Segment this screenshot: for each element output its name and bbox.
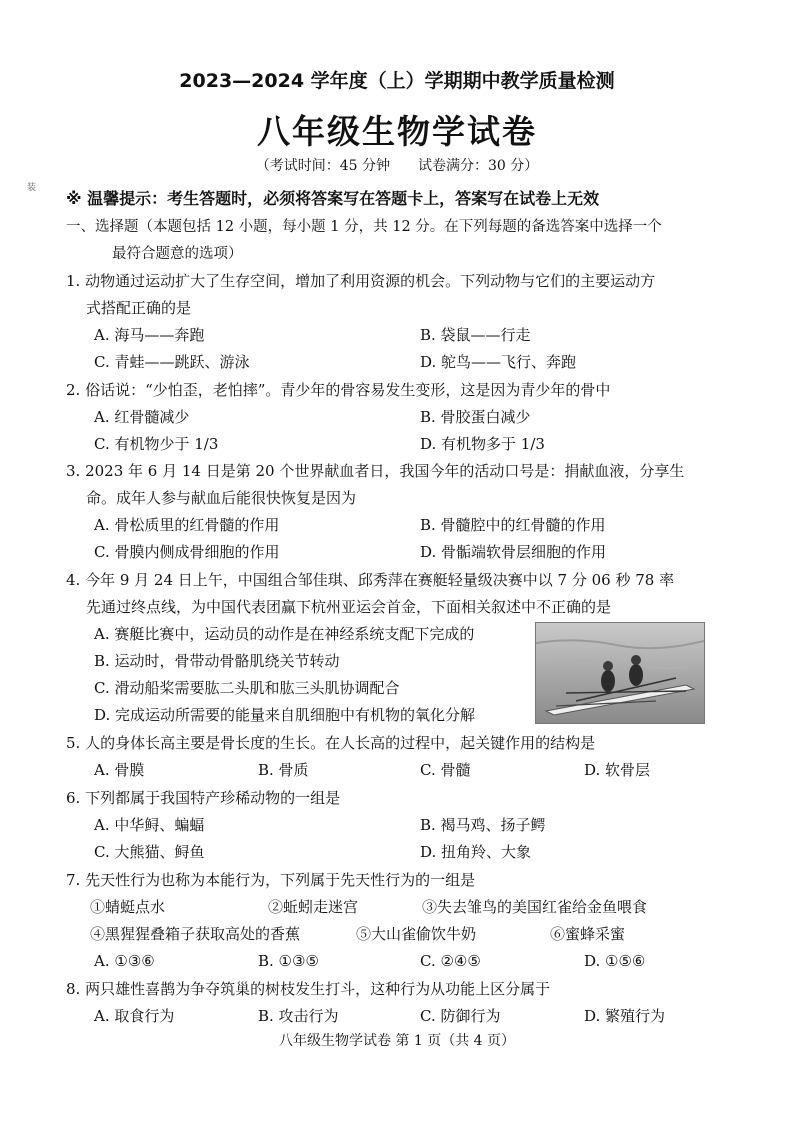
option-d: D. ①⑤⑥ bbox=[584, 952, 646, 970]
question-stem: 8. 两只雄性喜鹊为争夺筑巢的树枝发生打斗，这种行为从功能上区分属于 bbox=[66, 980, 551, 998]
option-c: C. 青蛙——跳跃、游泳 bbox=[94, 353, 250, 371]
behavior-item: ①蜻蜓点水 bbox=[90, 898, 166, 916]
question-stem: 4. 今年 9 月 24 日上午，中国组合邹佳琪、邱秀萍在赛艇轻量级决赛中以 7 分 06 秒 78 率 bbox=[66, 571, 675, 589]
option-c: C. 有机物少于 1/3 bbox=[94, 435, 219, 453]
notice: ※ 温馨提示：考生答题时，必须将答案写在答题卡上，答案写在试卷上无效 bbox=[66, 189, 600, 208]
section-line: 最符合题意的选项） bbox=[112, 246, 243, 262]
option-b: B. 攻击行为 bbox=[258, 1007, 339, 1025]
question-6 bbox=[66, 785, 726, 866]
option-d: D. 繁殖行为 bbox=[584, 1007, 666, 1025]
question-stem: 2. 俗话说：“少怕歪，老怕摔”。青少年的骨容易发生变形，这是因为青少年的骨中 bbox=[66, 381, 611, 399]
option-d: D. 软骨层 bbox=[584, 761, 651, 779]
option-a: A. 赛艇比赛中，运动员的动作是在神经系统支配下完成的 bbox=[94, 625, 475, 643]
option-b: B. 骨胶蛋白减少 bbox=[420, 408, 531, 426]
page-footer: 八年级生物学试卷 第 1 页（共 4 页） bbox=[278, 1033, 516, 1049]
option-b: B. ①③⑤ bbox=[258, 952, 319, 970]
option-c: C. 大熊猫、鲟鱼 bbox=[94, 843, 205, 861]
behavior-item: ③失去雏鸟的美国红雀给金鱼喂食 bbox=[422, 898, 648, 916]
question-1 bbox=[66, 268, 726, 376]
option-d: D. 扭角羚、大象 bbox=[420, 843, 532, 861]
option-b: B. 骨质 bbox=[258, 761, 309, 779]
behavior-item: ⑥蜜蜂采蜜 bbox=[550, 925, 626, 943]
option-a: A. 骨膜 bbox=[94, 761, 145, 779]
question-5 bbox=[66, 730, 726, 784]
question-stem: 7. 先天性行为也称为本能行为，下列属于先天性行为的一组是 bbox=[66, 871, 476, 889]
paper-title: 八年级生物学试卷 bbox=[257, 112, 537, 151]
question-stem: 1. 动物通过运动扩大了生存空间，增加了利用资源的机会。下列动物与它们的主要运动方 bbox=[66, 272, 656, 290]
option-c: C. 滑动船桨需要肱二头肌和肱三头肌协调配合 bbox=[94, 679, 400, 697]
question-stem: 5. 人的身体长高主要是骨长度的生长。在人长高的过程中，起关键作用的结构是 bbox=[66, 734, 596, 752]
section-line: 一、选择题（本题包括 12 小题，每小题 1 分，共 12 分。在下列每题的备选答案中选择一个 bbox=[66, 219, 662, 235]
option-d: D. 完成运动所需要的能量来自肌细胞中有机物的氧化分解 bbox=[94, 706, 476, 724]
behavior-item: ④黑猩猩叠箱子获取高处的香蕉 bbox=[90, 925, 301, 943]
option-b: B. 骨髓腔中的红骨髓的作用 bbox=[420, 516, 606, 534]
behavior-item: ②蚯蚓走迷宫 bbox=[268, 898, 359, 916]
option-b: B. 袋鼠——行走 bbox=[420, 326, 531, 344]
option-a: A. 中华鲟、蝙蝠 bbox=[94, 816, 205, 834]
option-b: B. 运动时，骨带动骨骼肌绕关节转动 bbox=[94, 652, 340, 670]
question-stem: 6. 下列都属于我国特产珍稀动物的一组是 bbox=[66, 789, 341, 807]
option-d: D. 鸵鸟——飞行、奔跑 bbox=[420, 353, 577, 371]
option-d: D. 骨骺端软骨层细胞的作用 bbox=[420, 543, 607, 561]
option-d: D. 有机物多于 1/3 bbox=[420, 435, 545, 453]
question-stem: 命。成年人参与献血后能很快恢复是因为 bbox=[86, 489, 357, 507]
behavior-item: ⑤大山雀偷饮牛奶 bbox=[356, 925, 477, 943]
option-c: C. 骨膜内侧成骨细胞的作用 bbox=[94, 543, 280, 561]
question-2 bbox=[66, 377, 726, 458]
question-stem: 式搭配正确的是 bbox=[86, 299, 192, 317]
question-8 bbox=[66, 976, 726, 1030]
binding-mark: 装 bbox=[25, 182, 35, 191]
exam-info: （考试时间：45 分钟 试卷满分：30 分） bbox=[255, 158, 539, 174]
rowing-photo bbox=[535, 622, 705, 724]
question-3 bbox=[66, 458, 726, 566]
option-a: A. 骨松质里的红骨髓的作用 bbox=[94, 516, 280, 534]
option-c: C. ②④⑤ bbox=[420, 952, 481, 970]
question-stem: 3. 2023 年 6 月 14 日是第 20 个世界献血者日，我国今年的活动口号是：捐献血液，分享生 bbox=[66, 462, 685, 480]
option-a: A. 取食行为 bbox=[94, 1007, 175, 1025]
option-c: C. 骨髓 bbox=[420, 761, 471, 779]
option-c: C. 防御行为 bbox=[420, 1007, 501, 1025]
option-b: B. 褐马鸡、扬子鳄 bbox=[420, 816, 546, 834]
question-7 bbox=[66, 867, 726, 975]
question-stem: 先通过终点线，为中国代表团赢下杭州亚运会首金，下面相关叙述中不正确的是 bbox=[86, 598, 612, 616]
option-a: A. 红骨髓减少 bbox=[94, 408, 190, 426]
option-a: A. ①③⑥ bbox=[94, 952, 155, 970]
exam-title: 2023—2024 学年度（上）学期期中教学质量检测 bbox=[179, 70, 615, 92]
section-heading bbox=[66, 214, 726, 268]
option-a: A. 海马——奔跑 bbox=[94, 326, 205, 344]
